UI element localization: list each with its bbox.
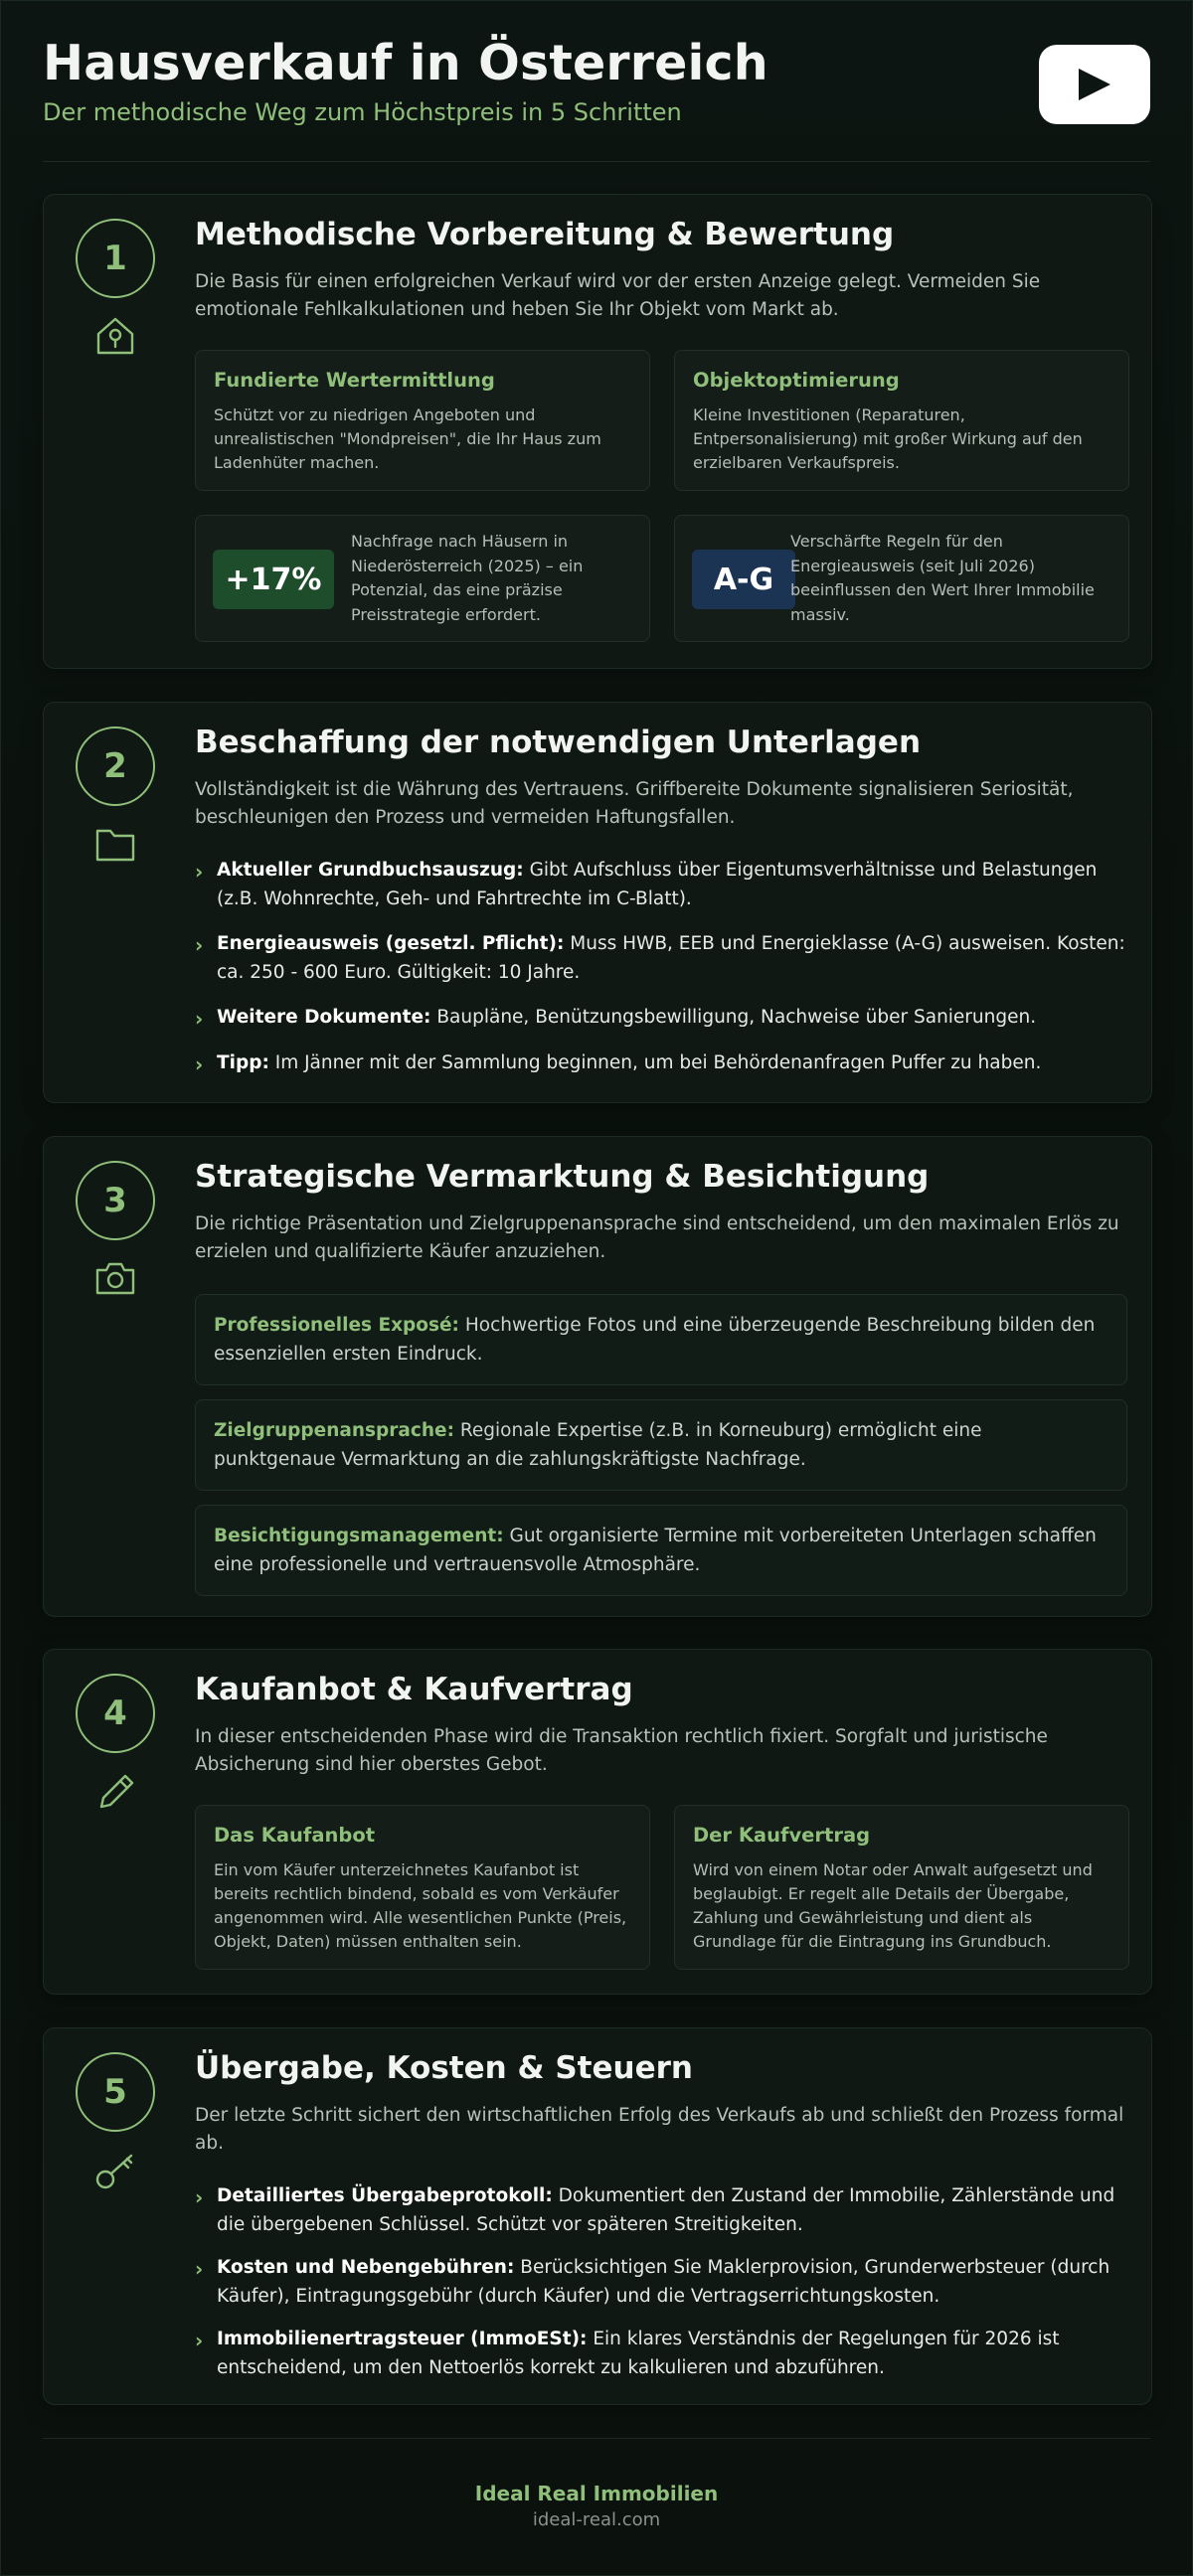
info-box-text: Wird von einem Notar oder Anwalt aufgesetzt und beglaubigt. Er regelt alle Details der Übergabe, Zahlung und Gewährleistung und dient als Grundlage für die Eintragung ins Grundbuch. <box>693 1860 1093 1951</box>
info-box-title: Fundierte Wertermittlung <box>214 369 495 392</box>
step-description: In dieser entscheidenden Phase wird die Transaktion rechtlich fixiert. Sorgfalt und juristische Absicherung sind hier oberstes Gebot. <box>195 1726 1048 1775</box>
list-item: › Immobilienertragsteuer (ImmoESt): Ein klares Verständnis der Regelungen für 2026 ist entscheidend, um den Nettoerlös korrekt zu kalkulieren und abzuführen. <box>195 2329 1060 2378</box>
info-box-kaufvertrag <box>674 1805 1129 1970</box>
house-location-icon <box>93 314 137 358</box>
info-box-text: Ein vom Käufer unterzeichnetes Kaufanbot ist bereits rechtlich bindend, sobald es vom Verkäufer angenommen wird. Alle wesentlichen Punkte (Preis, Objekt, Daten) müssen enthalten sein. <box>214 1860 627 1951</box>
step-description: Die richtige Präsentation und Zielgruppenansprache sind entscheidend, um den maximalen Erlös zu erzielen und qualifizierte Käufer anzuziehen. <box>195 1213 1119 1262</box>
chevron-right-icon: › <box>195 2257 204 2281</box>
stat-text: Verschärfte Regeln für den Energieausweis (seit Juli 2026) beeinflussen den Wert Ihrer Immobilie massiv. <box>790 532 1095 624</box>
info-box-title: Objektoptimierung <box>693 369 900 392</box>
list-item: › Weitere Dokumente: Baupläne, Benützungsbewilligung, Nachweise über Sanierungen. <box>195 1003 1127 1032</box>
info-box-wertermittlung <box>195 350 650 491</box>
page-subtitle: Der methodische Weg zum Höchstpreis in 5 Schritten <box>43 98 682 126</box>
step-number: 4 <box>76 1674 155 1753</box>
chevron-right-icon: › <box>195 933 204 957</box>
info-box-text: Kleine Investitionen (Reparaturen, Entpersonalisierung) mit großer Wirkung auf den erzielbaren Verkaufspreis. <box>693 405 1083 472</box>
stat-box-nachfrage <box>195 515 650 642</box>
play-icon <box>1075 67 1114 102</box>
step-title: Strategische Vermarktung & Besichtigung <box>195 1159 930 1195</box>
cost-list <box>195 2181 1127 2382</box>
step-number: 3 <box>76 1161 155 1240</box>
stat-value: A-G <box>692 550 795 609</box>
step-title: Übergabe, Kosten & Steuern <box>195 2050 693 2086</box>
step-description: Der letzte Schritt sichert den wirtschaftlichen Erfolg des Verkaufs ab und schließt den Prozess formal ab. <box>195 2105 1124 2154</box>
step-number: 2 <box>76 726 155 806</box>
step-card-1 <box>43 194 1152 669</box>
highlight-expose: Professionelles Exposé: Hochwertige Fotos und eine überzeugende Beschreibung bilden den essenziellen ersten Eindruck. <box>195 1294 1127 1385</box>
footer-brand: Ideal Real Immobilien <box>474 2482 719 2505</box>
key-icon <box>93 2148 137 2191</box>
chevron-right-icon: › <box>195 2185 204 2209</box>
info-box-text: Schützt vor zu niedrigen Angeboten und unrealistischen "Mondpreisen", die Ihr Haus zum Ladenhüter machen. <box>214 405 601 472</box>
youtube-button[interactable] <box>1039 45 1150 124</box>
step-description: Die Basis für einen erfolgreichen Verkauf wird vor der ersten Anzeige gelegt. Vermeiden Sie emotionale Fehlkalkulationen und heben Sie Ihr Objekt vom Markt ab. <box>195 271 1041 320</box>
step-number: 1 <box>76 219 155 298</box>
footer-url[interactable]: ideal-real.com <box>532 2509 661 2530</box>
pen-icon <box>93 1769 137 1813</box>
folder-icon <box>93 822 137 866</box>
step-card-2 <box>43 702 1152 1103</box>
footer-divider <box>43 2438 1150 2439</box>
highlight-besichtigung: Besichtigungsmanagement: Gut organisierte Termine mit vorbereiteten Unterlagen schaffen eine professionelle und vertrauensvolle Atmosphäre. <box>195 1505 1127 1596</box>
step-title: Methodische Vorbereitung & Bewertung <box>195 217 895 252</box>
highlight-zielgruppe: Zielgruppenansprache: Regionale Expertise (z.B. in Korneuburg) ermöglicht eine punktgenaue Vermarktung an die zahlungskräftigste Nachfrage. <box>195 1399 1127 1491</box>
document-list <box>195 856 1127 1077</box>
list-item: › Tipp: Im Jänner mit der Sammlung beginnen, um bei Behördenanfragen Puffer zu haben. <box>195 1048 1127 1077</box>
step-title: Beschaffung der notwendigen Unterlagen <box>195 724 922 760</box>
chevron-right-icon: › <box>195 1052 204 1076</box>
step-card-3 <box>43 1136 1152 1617</box>
stat-text: Nachfrage nach Häusern in Niederösterreich (2025) – ein Potenzial, das eine präzise Preisstrategie erfordert. <box>351 532 584 624</box>
chevron-right-icon: › <box>195 1007 204 1031</box>
list-item: › Kosten und Nebengebühren: Berücksichtigen Sie Maklerprovision, Grunderwerbsteuer (durch Käufer), Eintragungsgebühr (durch Käufer) und die Vertragserrichtungskosten. <box>195 2257 1110 2307</box>
info-box-title: Das Kaufanbot <box>214 1824 376 1847</box>
step-card-5 <box>43 2027 1152 2405</box>
list-item: › Aktueller Grundbuchsauszug: Gibt Aufschluss über Eigentumsverhältnisse und Belastungen (z.B. Wohnrechte, Geh- und Fahrtrechte im C-Blatt). <box>195 860 1098 909</box>
list-item: › Detailliertes Übergabeprotokoll: Dokumentiert den Zustand der Immobilie, Zählerstände und die übergebenen Schlüssel. Schützt vor späteren Streitigkeiten. <box>195 2185 1115 2235</box>
step-card-4 <box>43 1649 1152 1995</box>
chevron-right-icon: › <box>195 2329 204 2352</box>
info-box-objektoptimierung <box>674 350 1129 491</box>
list-item: › Energieausweis (gesetzl. Pflicht): Muss HWB, EEB und Energieklasse (A-G) ausweisen. Kosten: ca. 250 - 600 Euro. Gültigkeit: 10 Jahre. <box>195 933 1125 983</box>
stat-box-energieausweis <box>674 515 1129 642</box>
step-number: 5 <box>76 2052 155 2132</box>
camera-icon <box>93 1256 137 1300</box>
info-box-title: Der Kaufvertrag <box>693 1824 871 1847</box>
page-title: Hausverkauf in Österreich <box>43 35 768 91</box>
info-box-kaufanbot <box>195 1805 650 1970</box>
stat-value: +17% <box>213 550 334 609</box>
step-description: Vollständigkeit ist die Währung des Vertrauens. Griffbereite Dokumente signalisieren Seriosität, beschleunigen den Prozess und vermeiden Haftungsfallen. <box>195 779 1074 828</box>
chevron-right-icon: › <box>195 860 204 884</box>
step-title: Kaufanbot & Kaufvertrag <box>195 1672 633 1707</box>
page-header <box>43 1 1150 162</box>
